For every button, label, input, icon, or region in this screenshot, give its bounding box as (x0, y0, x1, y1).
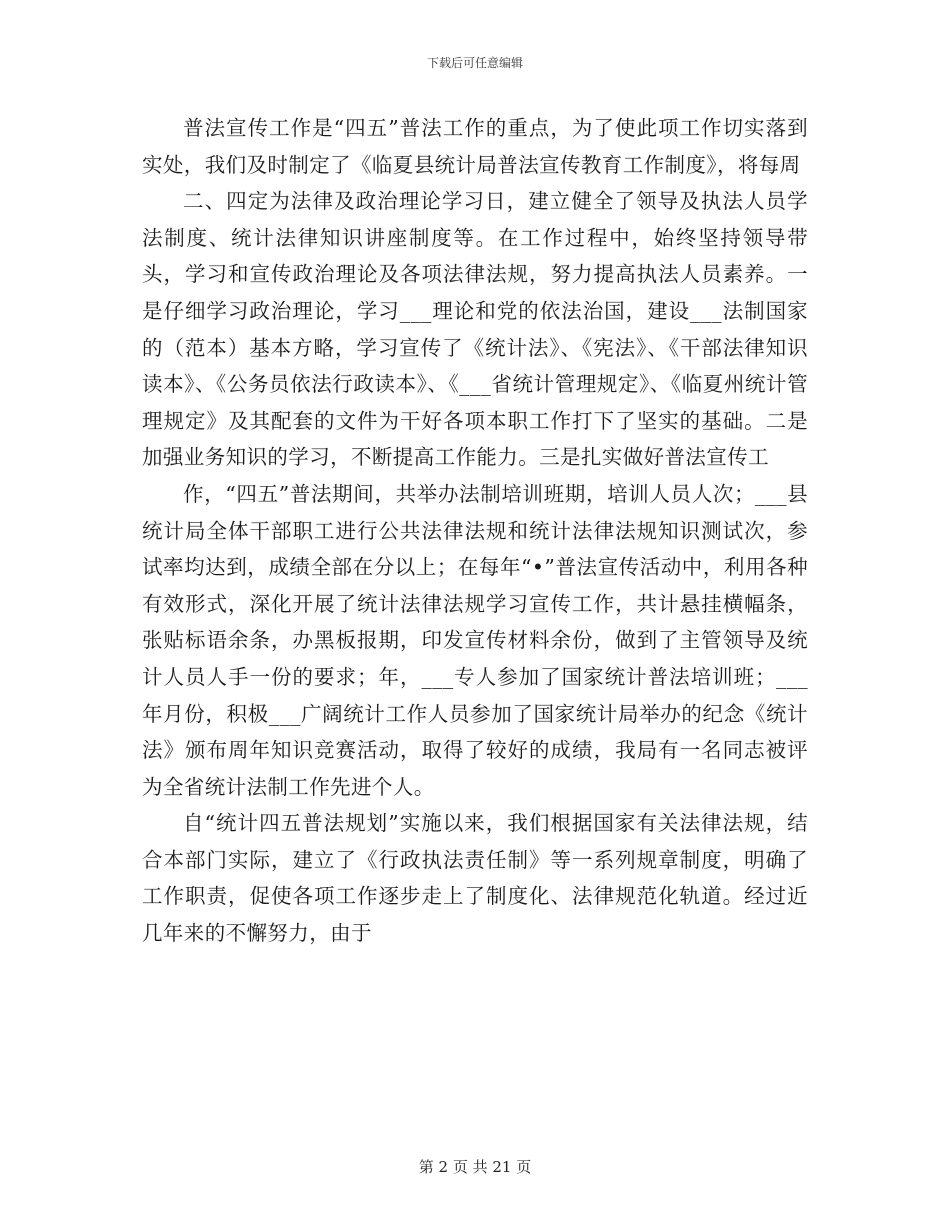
paragraph-2: 二、四定为法律及政治理论学习日，建立健全了领导及执法人员学法制度、统计法律知识讲座制度等。在工作过程中，始终坚持领导带头，学习和宣传政治理论及各项法律法规，努力提高执法人员素养。一是仔细学习政治理论，学习___理论和党的依法治国，建设___法制国家的（范本）基本方略，学习宣传了《统计法》、《宪法》、《干部法律知识读本》、《公务员依法行政读本》、《___省统计管理规定》、《临夏州统计管理规定》及其配套的文件为干好各项本职工作打下了坚实的基础。二是加强业务知识的学习，不断提高工作能力。三是扎实做好普法宣传工 (142, 189, 808, 470)
document-body (142, 110, 808, 952)
paragraph-4: 自“统计四五普法规划”实施以来，我们根据国家有关法律法规，结合本部门实际，建立了《行政执法责任制》等一系列规章制度，明确了工作职责，促使各项工作逐步走上了制度化、法律规范化轨道。经过近几年来的不懈努力，由于 (142, 811, 808, 946)
page-header: 下载后可任意编辑 (426, 56, 523, 70)
page-footer: 第 2 页 共 21 页 (418, 1158, 532, 1176)
paragraph-1: 普法宣传工作是“四五”普法工作的重点，为了使此项工作切实落到实处，我们及时制定了《临夏县统计局普法宣传教育工作制度》，将每周 (142, 116, 808, 177)
paragraph-3: 作，“四五”普法期间，共举办法制培训班期，培训人员人次；___县统计局全体干部职工进行公共法律法规和统计法律法规知识测试次，参试率均达到，成绩全部在分以上；在每年“•”普法宣传活动中，利用各种有效形式，深化开展了统计法律法规学习宣传工作，共计悬挂横幅条，张贴标语余条，办黑板报期，印发宣传材料余份，做到了主管领导及统计人员人手一份的要求；年，___专人参加了国家统计普法培训班；___年月份，积极___广阔统计工作人员参加了国家统计局举办的纪念《统计法》颁布周年知识竞赛活动，取得了较好的成绩，我局有一名同志被评为全省统计法制工作先进个人。 (142, 481, 808, 799)
